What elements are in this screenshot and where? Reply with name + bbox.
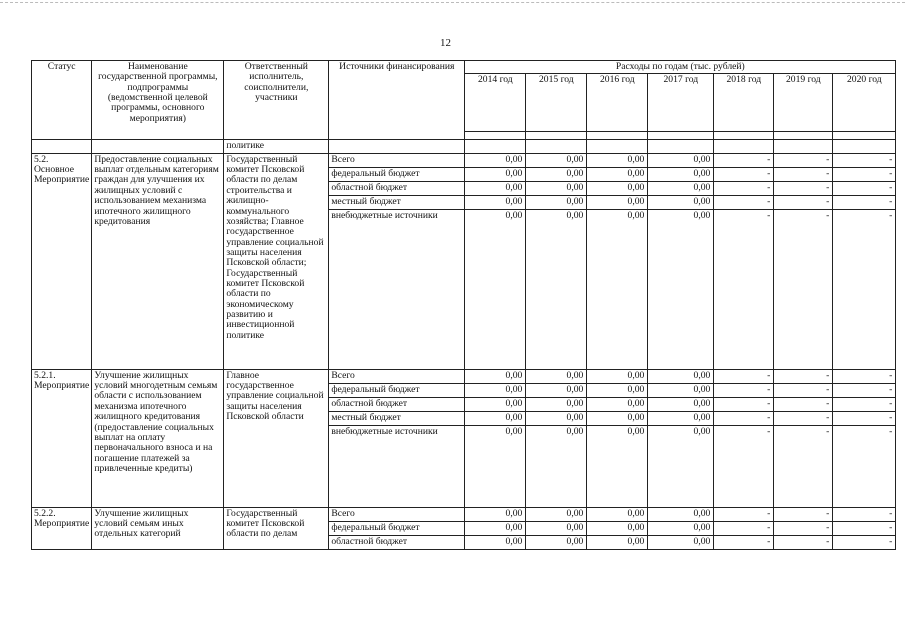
dash-cell: - xyxy=(833,535,896,549)
amount-cell: 0,00 xyxy=(465,521,526,535)
table-row xyxy=(32,369,896,383)
section-responsible: Государственный комитет Псковской области по делам строительства и жилищно-коммунального хозяйства; Главное государственное управление социальной защиты населения Псковской области; Государственный комитет Псковской области по экономическому развитию и инвестиционной политике xyxy=(224,153,329,369)
funding-source: местный бюджет xyxy=(329,411,465,425)
amount-cell: 0,00 xyxy=(587,507,648,521)
amount-cell: 0,00 xyxy=(465,383,526,397)
header-name: Наименование государственной программы, подпрограммы (ведомственной целевой программы, основного мероприятия) xyxy=(92,61,224,140)
dash-cell: - xyxy=(774,383,833,397)
amount-cell: 0,00 xyxy=(587,383,648,397)
dash-cell: - xyxy=(833,369,896,383)
amount-cell: 0,00 xyxy=(465,535,526,549)
dash-cell: - xyxy=(833,153,896,167)
dash-cell: - xyxy=(774,535,833,549)
table-row xyxy=(32,507,896,521)
amount-cell: 0,00 xyxy=(648,153,714,167)
header-sources: Источники финансирования xyxy=(329,61,465,140)
amount-cell: 0,00 xyxy=(465,411,526,425)
funding-source: внебюджетные источники xyxy=(329,209,465,369)
funding-source: областной бюджет xyxy=(329,535,465,549)
header-year: 2019 год xyxy=(774,74,833,132)
dash-cell: - xyxy=(714,383,774,397)
amount-cell: 0,00 xyxy=(587,535,648,549)
section-status: 5.2.2. Мероприятие xyxy=(32,507,92,549)
dash-cell: - xyxy=(833,521,896,535)
amount-cell: 0,00 xyxy=(465,209,526,369)
dash-cell: - xyxy=(714,181,774,195)
funding-source: федеральный бюджет xyxy=(329,383,465,397)
amount-cell: 0,00 xyxy=(648,425,714,507)
amount-cell: 0,00 xyxy=(465,181,526,195)
dash-cell: - xyxy=(833,181,896,195)
dash-cell: - xyxy=(714,209,774,369)
dash-cell: - xyxy=(774,195,833,209)
dash-cell: - xyxy=(714,521,774,535)
funding-source: Всего xyxy=(329,507,465,521)
amount-cell: 0,00 xyxy=(587,397,648,411)
amount-cell: 0,00 xyxy=(587,153,648,167)
amount-cell: 0,00 xyxy=(526,521,587,535)
funding-source: Всего xyxy=(329,153,465,167)
amount-cell: 0,00 xyxy=(526,195,587,209)
scan-edge-line xyxy=(0,2,905,3)
funding-source: Всего xyxy=(329,369,465,383)
section-name: Предоставление социальных выплат отдельным категориям граждан для улучшения их жилищных условий с использованием механизма ипотечного жилищного кредитования xyxy=(92,153,224,369)
dash-cell: - xyxy=(714,153,774,167)
amount-cell: 0,00 xyxy=(587,411,648,425)
amount-cell: 0,00 xyxy=(526,383,587,397)
dash-cell: - xyxy=(774,209,833,369)
amount-cell: 0,00 xyxy=(526,153,587,167)
amount-cell: 0,00 xyxy=(526,397,587,411)
amount-cell: 0,00 xyxy=(465,507,526,521)
table-row xyxy=(32,153,896,167)
dash-cell: - xyxy=(774,507,833,521)
dash-cell: - xyxy=(833,507,896,521)
amount-cell: 0,00 xyxy=(526,425,587,507)
section-responsible: Государственный комитет Псковской области по делам xyxy=(224,507,329,549)
header-year: 2018 год xyxy=(714,74,774,132)
amount-cell: 0,00 xyxy=(526,507,587,521)
dash-cell: - xyxy=(774,167,833,181)
dash-cell: - xyxy=(714,195,774,209)
funding-source: федеральный бюджет xyxy=(329,521,465,535)
dash-cell: - xyxy=(714,425,774,507)
section-status: 5.2.1. Мероприятие xyxy=(32,369,92,507)
amount-cell: 0,00 xyxy=(648,411,714,425)
dash-cell: - xyxy=(714,535,774,549)
amount-cell: 0,00 xyxy=(587,167,648,181)
amount-cell: 0,00 xyxy=(465,153,526,167)
header-year: 2015 год xyxy=(526,74,587,132)
funding-source: федеральный бюджет xyxy=(329,167,465,181)
amount-cell: 0,00 xyxy=(587,521,648,535)
dash-cell: - xyxy=(714,397,774,411)
amount-cell: 0,00 xyxy=(648,195,714,209)
amount-cell: 0,00 xyxy=(526,167,587,181)
funding-source: внебюджетные источники xyxy=(329,425,465,507)
amount-cell: 0,00 xyxy=(648,535,714,549)
dash-cell: - xyxy=(833,425,896,507)
dash-cell: - xyxy=(833,411,896,425)
header-year: 2017 год xyxy=(648,74,714,132)
dash-cell: - xyxy=(714,411,774,425)
dash-cell: - xyxy=(774,397,833,411)
amount-cell: 0,00 xyxy=(648,507,714,521)
carryover-responsible: политике xyxy=(224,140,329,153)
section-name: Улучшение жилищных условий семьям иных отдельных категорий xyxy=(92,507,224,549)
dash-cell: - xyxy=(833,209,896,369)
section-name: Улучшение жилищных условий многодетным семьям области с использованием механизма ипотечного жилищного кредитования (предоставление социальных выплат на оплату первоначального взноса и на погашение платежей за привлеченные кредиты) xyxy=(92,369,224,507)
amount-cell: 0,00 xyxy=(526,411,587,425)
amount-cell: 0,00 xyxy=(465,369,526,383)
amount-cell: 0,00 xyxy=(465,397,526,411)
amount-cell: 0,00 xyxy=(648,521,714,535)
amount-cell: 0,00 xyxy=(465,167,526,181)
header-row-1 xyxy=(32,61,896,74)
header-year: 2014 год xyxy=(465,74,526,132)
header-responsible: Ответственный исполнитель, соисполнители, участники xyxy=(224,61,329,140)
amount-cell: 0,00 xyxy=(526,181,587,195)
funding-source: местный бюджет xyxy=(329,195,465,209)
dash-cell: - xyxy=(714,167,774,181)
amount-cell: 0,00 xyxy=(648,209,714,369)
amount-cell: 0,00 xyxy=(465,195,526,209)
page-number: 12 xyxy=(440,37,451,49)
amount-cell: 0,00 xyxy=(587,195,648,209)
amount-cell: 0,00 xyxy=(526,535,587,549)
funding-source: областной бюджет xyxy=(329,397,465,411)
amount-cell: 0,00 xyxy=(648,397,714,411)
section-responsible: Главное государственное управление социальной защиты населения Псковской области xyxy=(224,369,329,507)
dash-cell: - xyxy=(774,181,833,195)
dash-cell: - xyxy=(714,507,774,521)
section-status: 5.2. Основное Мероприятие xyxy=(32,153,92,369)
header-status: Статус xyxy=(32,61,92,140)
dash-cell: - xyxy=(833,195,896,209)
dash-cell: - xyxy=(714,369,774,383)
expenses-table xyxy=(31,60,896,550)
dash-cell: - xyxy=(774,521,833,535)
dash-cell: - xyxy=(833,167,896,181)
dash-cell: - xyxy=(833,397,896,411)
dash-cell: - xyxy=(833,383,896,397)
header-year: 2016 год xyxy=(587,74,648,132)
dash-cell: - xyxy=(774,425,833,507)
amount-cell: 0,00 xyxy=(526,209,587,369)
amount-cell: 0,00 xyxy=(648,167,714,181)
carryover-row xyxy=(32,140,896,153)
amount-cell: 0,00 xyxy=(587,369,648,383)
amount-cell: 0,00 xyxy=(587,209,648,369)
funding-source: областной бюджет xyxy=(329,181,465,195)
header-year: 2020 год xyxy=(833,74,896,132)
amount-cell: 0,00 xyxy=(648,369,714,383)
amount-cell: 0,00 xyxy=(526,369,587,383)
amount-cell: 0,00 xyxy=(587,425,648,507)
amount-cell: 0,00 xyxy=(648,383,714,397)
amount-cell: 0,00 xyxy=(648,181,714,195)
dash-cell: - xyxy=(774,411,833,425)
amount-cell: 0,00 xyxy=(587,181,648,195)
header-expenses: Расходы по годам (тыс. рублей) xyxy=(465,61,896,74)
amount-cell: 0,00 xyxy=(465,425,526,507)
dash-cell: - xyxy=(774,153,833,167)
dash-cell: - xyxy=(774,369,833,383)
